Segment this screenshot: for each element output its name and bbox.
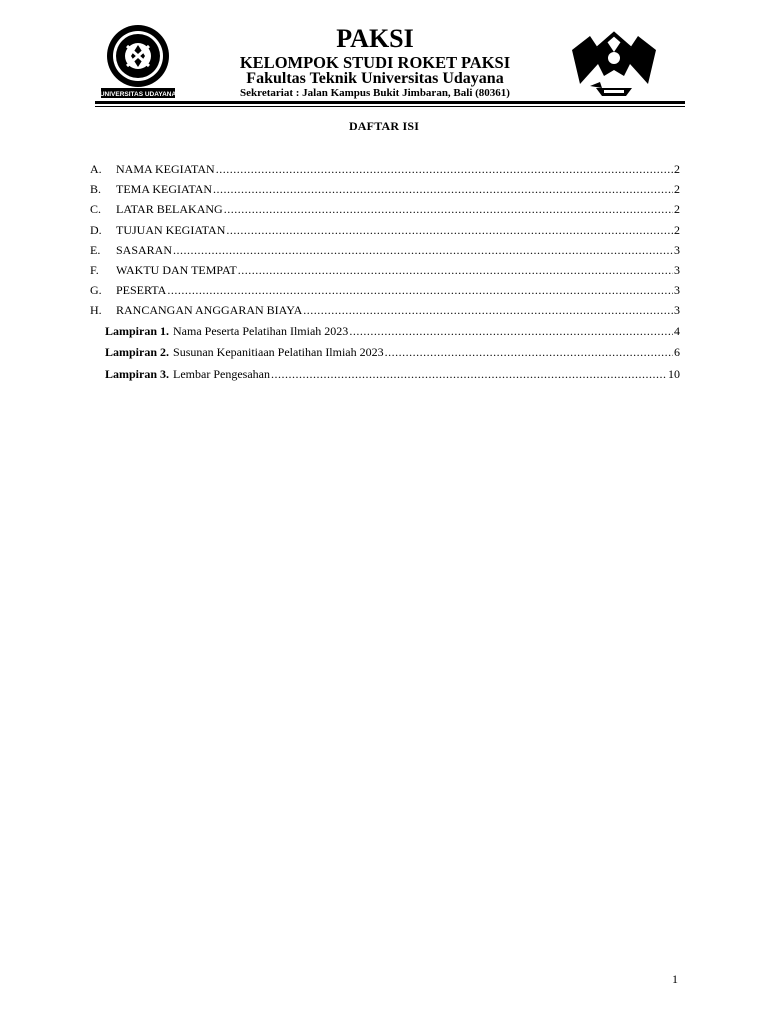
- toc-item-letter: B.: [90, 182, 102, 197]
- toc-title: DAFTAR ISI: [348, 119, 420, 133]
- toc-item-letter: H.: [90, 303, 102, 318]
- toc-leader-dots: [226, 223, 673, 238]
- universitas-udayana-logo: [93, 24, 183, 100]
- toc-leader-dots: [173, 243, 673, 258]
- toc-item-letter: F.: [90, 262, 99, 277]
- toc-leader-dots: [213, 182, 673, 197]
- appendix-page: 10: [668, 366, 680, 381]
- toc-item-page: 2: [674, 162, 680, 176]
- toc-appendix-item[interactable]: [90, 345, 680, 367]
- toc-item[interactable]: [90, 182, 680, 202]
- toc-item-letter: A.: [90, 162, 102, 176]
- toc-leader-dots: [224, 202, 673, 217]
- appendix-text: Lembar Pengesahan: [173, 366, 270, 381]
- appendix-label: Lampiran 1.: [105, 323, 170, 338]
- toc-item-letter: G.: [90, 283, 102, 298]
- toc-item[interactable]: [90, 243, 680, 263]
- toc-item[interactable]: [90, 283, 680, 303]
- letterhead-divider: [95, 101, 685, 104]
- toc-appendix-item[interactable]: [90, 367, 680, 389]
- toc-item[interactable]: [90, 303, 680, 323]
- org-subtitle: KELOMPOK STUDI ROKET PAKSI: [239, 53, 511, 72]
- toc-leader-dots: [167, 283, 673, 298]
- appendix-text: Nama Peserta Pelatihan Ilmiah 2023: [173, 323, 349, 338]
- faculty-name: Fakultas Teknik Universitas Udayana: [246, 70, 504, 87]
- toc-item-text: LATAR BELAKANG: [116, 202, 223, 217]
- org-title: PAKSI: [336, 24, 414, 53]
- toc-item-page: 2: [674, 202, 680, 217]
- paksi-logo: [568, 30, 660, 102]
- appendix-page: 6: [674, 345, 680, 359]
- appendix-label: Lampiran 2.: [105, 345, 170, 359]
- toc-item-text: TEMA KEGIATAN: [116, 182, 213, 197]
- toc-item-text: WAKTU DAN TEMPAT: [116, 262, 237, 277]
- toc-leader-dots: [385, 345, 673, 360]
- toc-item[interactable]: [90, 263, 680, 283]
- toc-leader-dots: [271, 367, 667, 382]
- toc-appendix-item[interactable]: [90, 324, 680, 346]
- letterhead: [0, 0, 768, 110]
- table-of-contents: [90, 162, 680, 388]
- appendix-label: Lampiran 3.: [105, 366, 170, 381]
- toc-item-letter: E.: [90, 242, 101, 257]
- toc-item-letter: D.: [90, 222, 102, 237]
- secretariat-address: Sekretariat : Jalan Kampus Bukit Jimbaran, Bali (80361): [240, 87, 510, 99]
- toc-leader-dots: [216, 162, 673, 177]
- toc-item-text: RANCANGAN ANGGARAN BIAYA: [116, 303, 303, 318]
- appendix-page: 4: [674, 323, 680, 338]
- toc-item-text: TUJUAN KEGIATAN: [116, 222, 226, 237]
- toc-item-page: 2: [674, 182, 680, 197]
- toc-item-letter: C.: [90, 202, 102, 217]
- letterhead-divider-thin: [95, 106, 685, 107]
- toc-leader-dots: [303, 303, 673, 318]
- toc-item-page: 3: [674, 242, 680, 257]
- toc-leader-dots: [349, 324, 673, 339]
- page-number: 1: [672, 972, 678, 986]
- appendix-text: Susunan Kepanitiaan Pelatihan Ilmiah 2023: [173, 345, 384, 359]
- toc-item-text: PESERTA: [116, 283, 167, 298]
- toc-item[interactable]: [90, 162, 680, 182]
- toc-item-text: SASARAN: [116, 242, 173, 257]
- toc-item-page: 3: [674, 283, 680, 298]
- toc-item-page: 3: [674, 303, 680, 318]
- toc-item-text: NAMA KEGIATAN: [116, 162, 215, 176]
- toc-item-page: 2: [674, 222, 680, 237]
- toc-item[interactable]: [90, 202, 680, 222]
- toc-leader-dots: [238, 263, 673, 278]
- toc-item[interactable]: [90, 223, 680, 243]
- toc-item-page: 3: [674, 262, 680, 277]
- left-logo-label: UNIVERSITAS UDAYANA: [99, 91, 177, 98]
